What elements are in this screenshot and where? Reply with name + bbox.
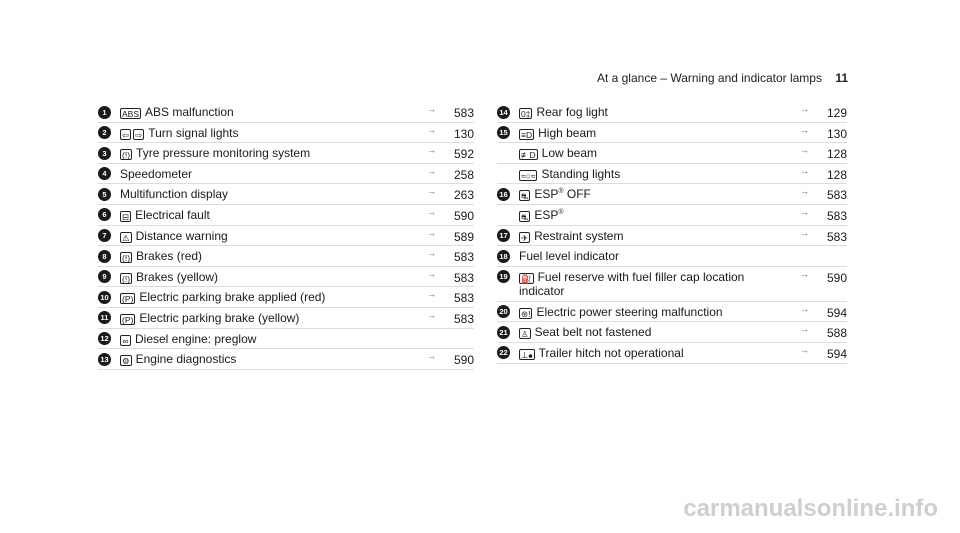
item-number-badge: 14 — [497, 106, 510, 119]
warning-lamp-icon: ✈ — [521, 232, 529, 243]
item-label-text: Tyre pressure monitoring system — [136, 146, 311, 161]
item-number-badge: 16 — [497, 188, 510, 201]
item-label — [120, 146, 414, 160]
warning-lamp-icon: ≡D — [521, 129, 533, 140]
item-number-badge: 7 — [98, 229, 111, 242]
item-number-badge: 2 — [98, 126, 111, 139]
list-item — [497, 123, 847, 144]
section-title: At a glance – Warning and indicator lamps — [596, 71, 822, 85]
page-reference[interactable]: 130 — [453, 126, 474, 141]
left-item-list — [98, 102, 474, 370]
page-reference[interactable]: 583 — [453, 311, 474, 326]
item-label-text: Brakes (red) — [136, 249, 203, 264]
page-reference-arrow: → — [427, 186, 436, 197]
list-item — [497, 164, 847, 185]
page-reference-arrow: → — [800, 227, 809, 238]
item-label — [519, 249, 787, 263]
page-reference-arrow: → — [427, 289, 436, 300]
item-number-badge: 19 — [497, 270, 510, 283]
page-reference-arrow: → — [427, 104, 436, 114]
item-label-text: Speedometer — [120, 166, 193, 181]
item-label-text: High beam — [538, 125, 597, 140]
warning-lamp-icon: ⊟ — [122, 211, 130, 222]
item-number-badge: 22 — [497, 346, 510, 359]
item-label — [120, 167, 414, 181]
page-header — [597, 71, 848, 85]
item-label — [519, 270, 787, 298]
warning-lamp-icon: ≢D — [521, 150, 536, 161]
item-label-text: Restraint system — [534, 228, 624, 243]
list-item — [98, 349, 474, 370]
right-item-list — [497, 102, 847, 364]
warning-lamp-icon: (!) — [122, 253, 131, 264]
item-label-text: Trailer hitch not operational — [538, 345, 684, 360]
item-label-text: Turn signal lights — [148, 125, 239, 140]
item-label-text: Electrical fault — [135, 207, 210, 222]
page-reference-arrow: → — [800, 186, 809, 197]
page-reference[interactable]: 583 — [453, 250, 474, 265]
list-item — [497, 205, 847, 226]
item-number-badge: 5 — [98, 188, 111, 201]
item-label-text: Electric power steering malfunction — [536, 304, 723, 319]
list-item — [98, 205, 474, 226]
page-reference[interactable]: 263 — [453, 188, 474, 203]
page-reference-arrow: → — [800, 344, 809, 355]
warning-lamp-icon: ⚠ — [122, 232, 130, 243]
item-number-badge: 6 — [98, 208, 111, 221]
item-label — [120, 270, 414, 284]
page-reference[interactable]: 583 — [826, 229, 847, 244]
item-label-text: Engine diagnostics — [135, 352, 237, 367]
page-reference[interactable]: 583 — [453, 270, 474, 285]
warning-lamp-icon: (!) — [122, 150, 131, 161]
page-reference[interactable]: 590 — [826, 270, 847, 285]
page-reference[interactable]: 589 — [453, 229, 474, 244]
item-number-badge: 21 — [497, 326, 510, 339]
list-item — [497, 184, 847, 205]
page-number: 11 — [835, 71, 848, 85]
item-label — [120, 249, 414, 263]
list-item — [497, 226, 847, 247]
page-reference-arrow: → — [427, 351, 436, 362]
warning-lamp-icon: 0‡ — [521, 109, 531, 119]
item-label-suffix: OFF — [563, 187, 591, 202]
warning-lamp-icon: ⛐ — [521, 211, 529, 222]
item-label-text: ESP — [534, 187, 559, 202]
list-item — [98, 246, 474, 267]
page-reference-arrow: → — [800, 268, 809, 279]
registered-mark: ® — [558, 188, 564, 196]
item-label — [120, 208, 414, 222]
warning-lamp-icon: ⛐ — [521, 191, 529, 202]
item-label — [519, 126, 787, 140]
item-number-badge: 12 — [98, 332, 111, 345]
warning-lamp-icon: ≈○≈ — [521, 170, 536, 181]
item-label — [120, 290, 414, 304]
warning-lamp-icon: (!) — [122, 273, 131, 284]
page-reference-arrow: → — [427, 145, 436, 156]
item-label — [519, 346, 787, 360]
list-item — [497, 246, 847, 267]
list-item — [98, 123, 474, 144]
page-reference-arrow: → — [800, 206, 809, 217]
item-number-badge: 8 — [98, 250, 111, 263]
page-reference-arrow: → — [427, 227, 436, 238]
item-label — [519, 208, 787, 222]
page-reference-arrow: → — [427, 165, 436, 176]
warning-lamp-icon: ♙ — [521, 329, 529, 340]
warning-lamp-icon: ⊥⦁ — [521, 349, 533, 360]
page-reference-arrow: → — [427, 268, 436, 279]
page-reference[interactable]: 594 — [826, 305, 847, 320]
item-number-badge: 1 — [98, 106, 111, 119]
list-item — [98, 143, 474, 164]
item-number-badge: 20 — [497, 305, 510, 318]
page-reference-arrow: → — [800, 145, 809, 156]
registered-mark: ® — [558, 208, 564, 216]
list-item — [497, 302, 847, 323]
item-number-badge: 18 — [497, 250, 510, 263]
page-reference[interactable]: 130 — [826, 126, 847, 141]
item-label — [120, 332, 414, 346]
page-reference[interactable]: 592 — [453, 147, 474, 162]
list-item — [98, 308, 474, 329]
list-item — [497, 343, 847, 364]
list-item — [497, 322, 847, 343]
page-reference[interactable]: 590 — [453, 353, 474, 368]
warning-lamp-icon: (P) — [122, 294, 134, 305]
page-reference-arrow: → — [800, 124, 809, 135]
list-item — [98, 102, 474, 123]
page-reference[interactable]: 583 — [826, 208, 847, 223]
item-number-badge: 11 — [98, 311, 111, 324]
page-reference[interactable]: 590 — [453, 208, 474, 223]
page-reference-arrow: → — [800, 165, 809, 176]
item-label-text: Electric parking brake (yellow) — [139, 310, 300, 325]
list-item — [98, 329, 474, 350]
item-label — [120, 105, 414, 119]
list-item — [98, 226, 474, 247]
page-reference-arrow: → — [427, 206, 436, 217]
item-label-text: ESP — [534, 207, 559, 222]
warning-lamp-icon: (P) — [122, 314, 134, 325]
item-label-text: Seat belt not fastened — [534, 325, 652, 340]
item-label — [120, 311, 414, 325]
warning-lamp-icon: ⛽ — [521, 273, 532, 284]
page-reference[interactable]: 588 — [826, 326, 847, 341]
item-label — [519, 325, 787, 339]
list-item — [497, 102, 847, 123]
item-label — [120, 352, 414, 366]
item-label-text: Standing lights — [541, 166, 621, 181]
item-label-text: Distance warning — [135, 228, 228, 243]
item-number-badge: 17 — [497, 229, 510, 242]
item-number-badge: 4 — [98, 167, 111, 180]
item-label — [519, 105, 787, 119]
warning-lamp-icon: ⊛! — [521, 308, 531, 319]
item-label — [120, 126, 414, 140]
item-number-badge: 10 — [98, 291, 111, 304]
warning-lamp-icon: ∞ — [120, 335, 131, 346]
page-reference[interactable]: 128 — [826, 147, 847, 162]
item-label-text: Rear fog light — [536, 105, 608, 119]
item-label — [120, 187, 414, 201]
page-reference-arrow: → — [800, 324, 809, 335]
item-label-text: Low beam — [541, 146, 598, 161]
warning-lamp-icon: ⚙ — [122, 356, 130, 367]
list-item — [98, 267, 474, 288]
item-label — [519, 167, 787, 181]
item-label-text: Electric parking brake applied (red) — [139, 290, 326, 305]
page-reference[interactable]: 129 — [826, 106, 847, 120]
item-label — [519, 187, 787, 201]
list-item — [98, 164, 474, 185]
list-item — [497, 267, 847, 302]
item-label-text: Diesel engine: preglow — [135, 331, 257, 346]
item-label — [519, 305, 787, 319]
page-reference[interactable]: 128 — [826, 167, 847, 182]
item-label-text: Fuel level indicator — [519, 249, 620, 264]
list-item — [98, 184, 474, 205]
page-reference[interactable]: 583 — [826, 188, 847, 203]
item-label — [519, 146, 787, 160]
item-label — [519, 229, 787, 243]
item-label — [120, 229, 414, 243]
item-number-badge: 13 — [98, 353, 111, 366]
list-item — [98, 287, 474, 308]
warning-lamp-icon: ⇨ — [135, 129, 143, 140]
item-label-text: Fuel reserve with fuel filler cap location indicator — [519, 269, 745, 298]
item-label-text: Brakes (yellow) — [136, 269, 219, 284]
item-label-text: ABS malfunction — [145, 105, 234, 119]
page-reference-arrow: → — [427, 248, 436, 259]
page-reference-arrow: → — [427, 124, 436, 135]
page-reference-arrow: → — [427, 309, 436, 320]
watermark: carmanualsonline.info — [683, 495, 938, 522]
warning-lamp-icon: ABS — [122, 109, 140, 119]
item-number-badge: 3 — [98, 147, 111, 160]
page-reference[interactable]: 583 — [453, 106, 474, 120]
page-reference-arrow: → — [800, 104, 809, 114]
page-reference[interactable]: 594 — [826, 346, 847, 361]
list-item — [497, 143, 847, 164]
item-number-badge: 9 — [98, 270, 111, 283]
warning-lamp-icon: ⇦ — [122, 129, 130, 140]
item-label-text: Multifunction display — [120, 187, 229, 202]
page-reference[interactable]: 258 — [453, 167, 474, 182]
page-reference[interactable]: 583 — [453, 291, 474, 306]
item-number-badge: 15 — [497, 126, 510, 139]
page-reference-arrow: → — [800, 303, 809, 314]
